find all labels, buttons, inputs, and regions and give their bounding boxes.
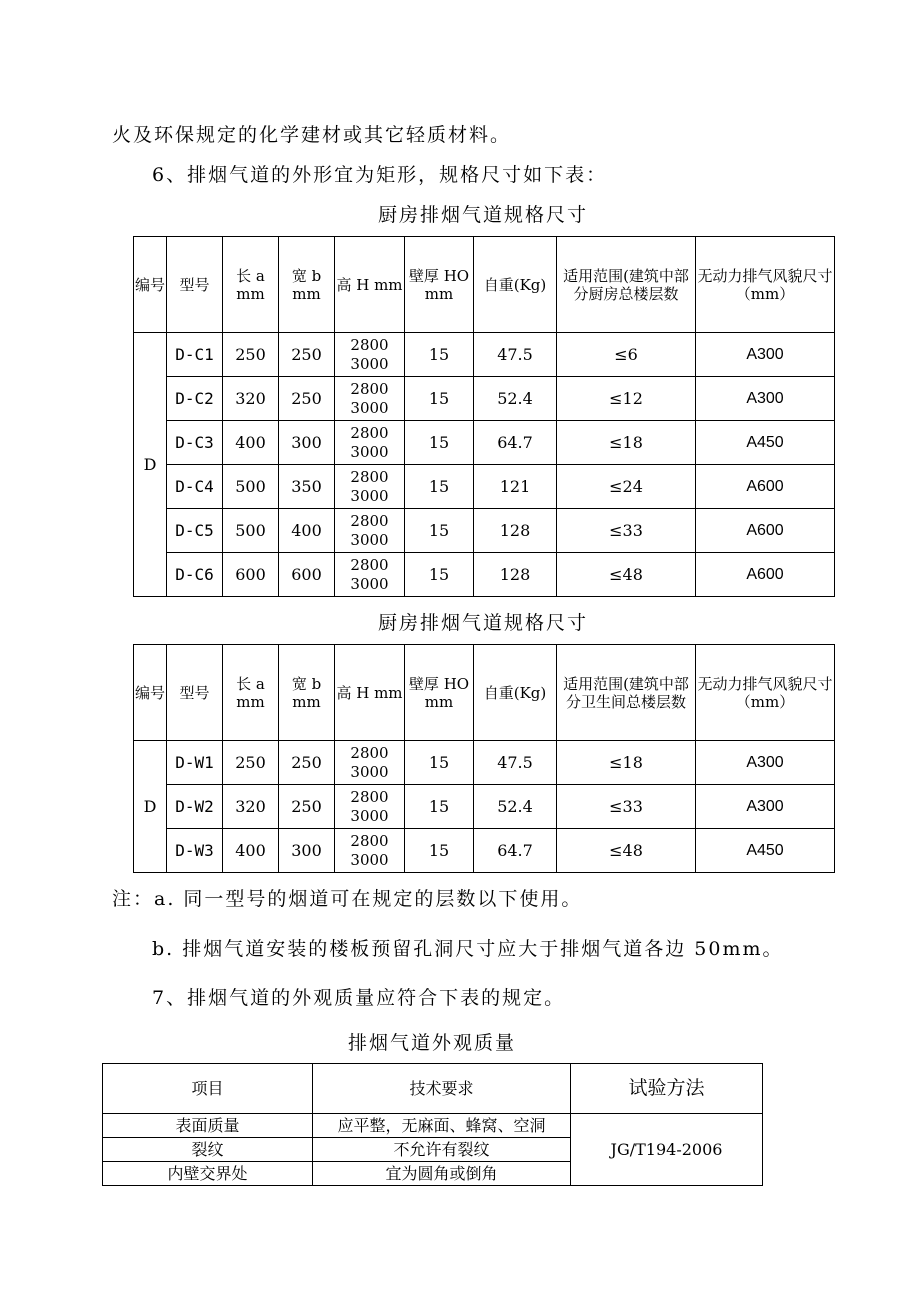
table1-header-row (134, 237, 835, 333)
model-cell: D-C3 (167, 421, 223, 465)
height-cell (335, 829, 405, 873)
cell: 500 (223, 509, 279, 553)
height-max: 3000 (350, 574, 389, 593)
cell: 250 (279, 785, 335, 829)
height-cell (335, 741, 405, 785)
cell: 250 (279, 741, 335, 785)
cell: ≤48 (557, 553, 696, 597)
table-row (134, 785, 835, 829)
group-cell: D (134, 333, 167, 597)
cell: 350 (279, 465, 335, 509)
cell: ≤18 (557, 421, 696, 465)
cell: A600 (696, 509, 835, 553)
model-cell: D-W2 (167, 785, 223, 829)
height-min: 2800 (350, 787, 389, 806)
header-cell: 高 H mm (335, 645, 405, 741)
header-cell: 壁厚 HO mm (405, 237, 474, 333)
table-row (134, 421, 835, 465)
cell: 15 (405, 785, 474, 829)
cell: 52.4 (474, 785, 557, 829)
model-cell: D-C1 (167, 333, 223, 377)
table-row (134, 741, 835, 785)
height-cell (335, 465, 405, 509)
note-b: b. 排烟气道安装的楼板预留孔洞尺寸应大于排烟气道各边 50mm。 (152, 938, 784, 960)
table3-header-row (103, 1064, 763, 1114)
paragraph-continuation: 火及环保规定的化学建材或其它轻质材料。 (112, 124, 512, 146)
height-cell (335, 377, 405, 421)
height-max: 3000 (350, 486, 389, 505)
model-cell: D-C5 (167, 509, 223, 553)
height-min: 2800 (350, 467, 389, 486)
height-max: 3000 (350, 806, 389, 825)
cell: 320 (223, 377, 279, 421)
cell: A600 (696, 465, 835, 509)
header-cell: 高 H mm (335, 237, 405, 333)
cell: ≤24 (557, 465, 696, 509)
header-cell: 编号 (134, 237, 167, 333)
header-cell: 适用范围(建筑中部分厨房总楼层数 (557, 237, 696, 333)
model-cell: D-C6 (167, 553, 223, 597)
cell: ≤33 (557, 785, 696, 829)
header-cell: 项目 (103, 1064, 313, 1114)
cell: 400 (223, 829, 279, 873)
height-cell (335, 553, 405, 597)
cell: 15 (405, 333, 474, 377)
header-cell: 壁厚 HO mm (405, 645, 474, 741)
height-min: 2800 (350, 831, 389, 850)
table-row (134, 333, 835, 377)
cell: 15 (405, 829, 474, 873)
table-row (134, 553, 835, 597)
header-cell: 长 a mm (223, 237, 279, 333)
height-min: 2800 (350, 335, 389, 354)
header-cell: 无动力排气风貌尺寸（mm） (696, 645, 835, 741)
cell: 47.5 (474, 741, 557, 785)
height-min: 2800 (350, 511, 389, 530)
model-cell: D-C4 (167, 465, 223, 509)
header-cell: 型号 (167, 237, 223, 333)
header-cell: 长 a mm (223, 645, 279, 741)
cell: 128 (474, 553, 557, 597)
cell: ≤33 (557, 509, 696, 553)
header-cell: 编号 (134, 645, 167, 741)
height-min: 2800 (350, 555, 389, 574)
header-cell: 型号 (167, 645, 223, 741)
header-cell: 无动力排气风貌尺寸（mm） (696, 237, 835, 333)
cell: 64.7 (474, 829, 557, 873)
cell: 250 (279, 377, 335, 421)
cell: 15 (405, 377, 474, 421)
table-row (134, 377, 835, 421)
cell: 15 (405, 509, 474, 553)
cell: A300 (696, 377, 835, 421)
table-row (134, 829, 835, 873)
cell: 300 (279, 421, 335, 465)
table2 (133, 644, 835, 873)
paragraph-item-7: 7、排烟气道的外观质量应符合下表的规定。 (152, 987, 566, 1009)
table3-caption: 排烟气道外观质量 (347, 1032, 516, 1054)
model-cell: D-C2 (167, 377, 223, 421)
table2-caption: 厨房排烟气道规格尺寸 (377, 612, 588, 634)
cell: 320 (223, 785, 279, 829)
header-cell: 试验方法 (571, 1064, 763, 1114)
requirement-cell: 宜为圆角或倒角 (313, 1162, 571, 1186)
cell: 250 (223, 333, 279, 377)
height-max: 3000 (350, 850, 389, 869)
item-cell: 裂纹 (103, 1138, 313, 1162)
header-cell: 自重(Kg) (474, 645, 557, 741)
height-max: 3000 (350, 530, 389, 549)
height-cell (335, 421, 405, 465)
requirement-cell: 应平整，无麻面、蜂窝、空洞 (313, 1114, 571, 1138)
cell: 600 (279, 553, 335, 597)
height-max: 3000 (350, 354, 389, 373)
cell: 400 (223, 421, 279, 465)
group-cell: D (134, 741, 167, 873)
height-min: 2800 (350, 423, 389, 442)
cell: ≤48 (557, 829, 696, 873)
cell: A300 (696, 741, 835, 785)
height-cell (335, 785, 405, 829)
height-max: 3000 (350, 398, 389, 417)
height-max: 3000 (350, 762, 389, 781)
cell: 500 (223, 465, 279, 509)
cell: 250 (223, 741, 279, 785)
height-cell (335, 509, 405, 553)
table-row (134, 509, 835, 553)
cell: 600 (223, 553, 279, 597)
header-cell: 宽 b mm (279, 645, 335, 741)
cell: 250 (279, 333, 335, 377)
cell: A300 (696, 333, 835, 377)
cell: 64.7 (474, 421, 557, 465)
cell: ≤6 (557, 333, 696, 377)
cell: A300 (696, 785, 835, 829)
cell: 128 (474, 509, 557, 553)
cell: A600 (696, 553, 835, 597)
height-min: 2800 (350, 743, 389, 762)
cell: ≤18 (557, 741, 696, 785)
cell: 52.4 (474, 377, 557, 421)
table1-caption: 厨房排烟气道规格尺寸 (377, 204, 588, 226)
header-cell: 宽 b mm (279, 237, 335, 333)
header-cell: 适用范围(建筑中部分卫生间总楼层数 (557, 645, 696, 741)
cell: 15 (405, 741, 474, 785)
table3 (102, 1063, 763, 1186)
cell: 15 (405, 465, 474, 509)
item-cell: 内壁交界处 (103, 1162, 313, 1186)
table2-header-row (134, 645, 835, 741)
cell: 121 (474, 465, 557, 509)
height-min: 2800 (350, 379, 389, 398)
model-cell: D-W3 (167, 829, 223, 873)
height-cell (335, 333, 405, 377)
table-row (134, 465, 835, 509)
note-a: 注：a. 同一型号的烟道可在规定的层数以下使用。 (112, 888, 583, 910)
cell: A450 (696, 421, 835, 465)
table-row (103, 1114, 763, 1138)
cell: ≤12 (557, 377, 696, 421)
table1 (133, 236, 835, 597)
header-cell: 技术要求 (313, 1064, 571, 1114)
cell: 300 (279, 829, 335, 873)
model-cell: D-W1 (167, 741, 223, 785)
paragraph-item-6: 6、排烟气道的外形宜为矩形，规格尺寸如下表： (152, 164, 608, 186)
cell: 15 (405, 421, 474, 465)
cell: 15 (405, 553, 474, 597)
item-cell: 表面质量 (103, 1114, 313, 1138)
cell: 47.5 (474, 333, 557, 377)
requirement-cell: 不允许有裂纹 (313, 1138, 571, 1162)
method-cell: JG/T194-2006 (571, 1114, 763, 1186)
header-cell: 自重(Kg) (474, 237, 557, 333)
cell: 400 (279, 509, 335, 553)
height-max: 3000 (350, 442, 389, 461)
cell: A450 (696, 829, 835, 873)
